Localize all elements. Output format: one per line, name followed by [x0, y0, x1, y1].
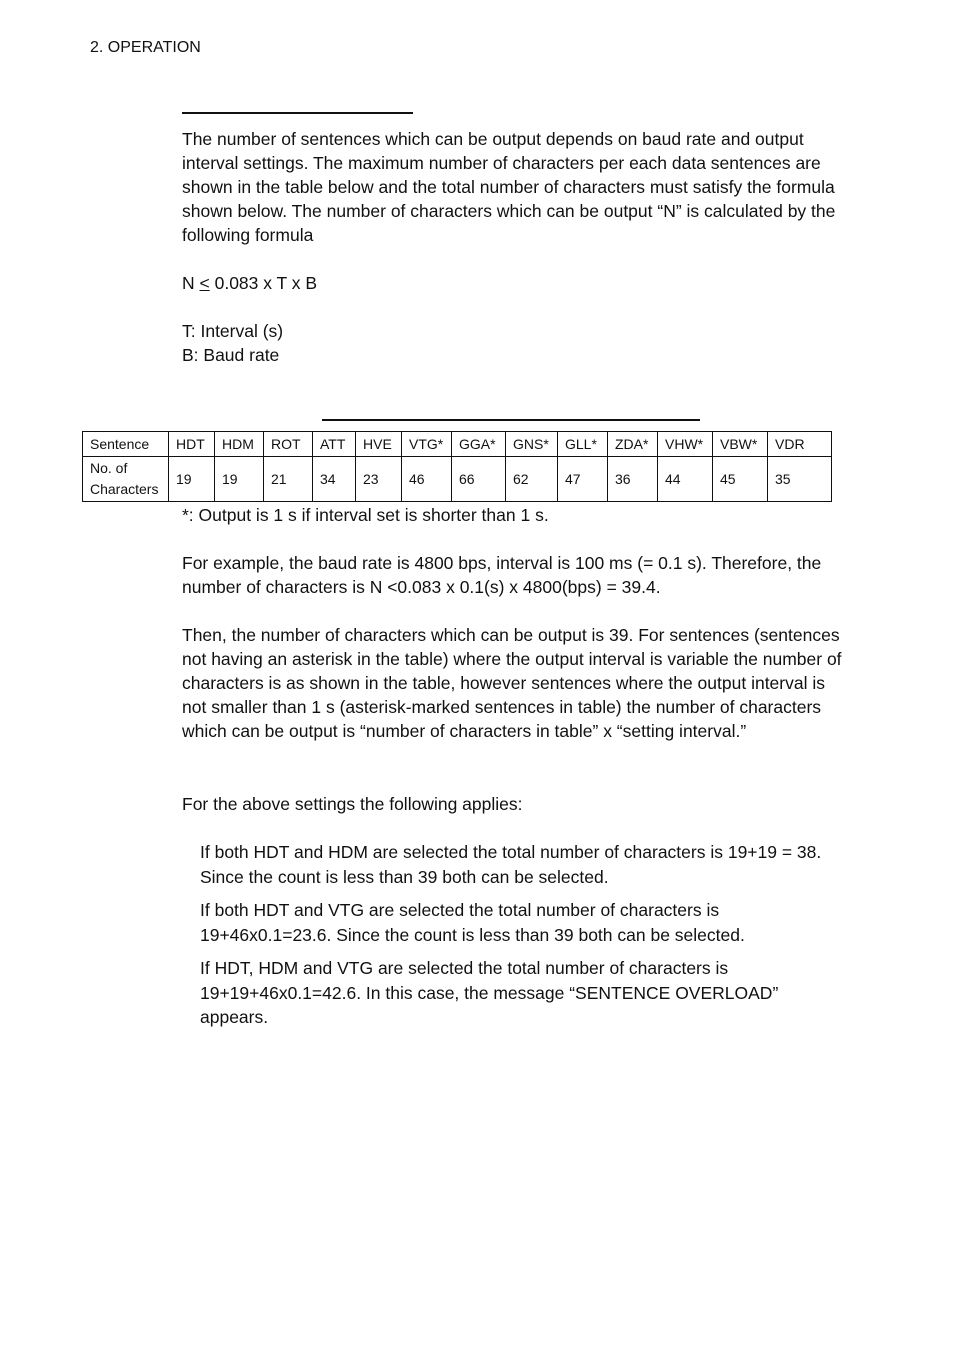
row-label-line1: No. of [90, 460, 128, 476]
character-count-cell: 62 [506, 457, 558, 502]
sentence-cell: GNS* [506, 432, 558, 457]
character-count-cell: 45 [713, 457, 768, 502]
sentence-cell: HVE [356, 432, 402, 457]
character-count-cell: 44 [658, 457, 713, 502]
asterisk-note: *: Output is 1 s if interval set is shorter than 1 s. [182, 505, 549, 525]
list-item: If both HDT and VTG are selected the total number of characters is 19+46x0.1=23.6. Since the count is less than 39 both can be selected. [200, 900, 745, 945]
character-count-cell: 19 [169, 457, 215, 502]
sentence-cell: HDT [169, 432, 215, 457]
formula-lhs: N [182, 273, 200, 293]
character-count-cell: 46 [402, 457, 452, 502]
table-title-rule [322, 419, 700, 421]
row-label-line2: Characters [90, 481, 159, 497]
example-cases-list [200, 840, 840, 1039]
definition-t: T: Interval (s) [182, 321, 284, 341]
sentence-cell: VDR [768, 432, 832, 457]
character-count-cell: 19 [215, 457, 264, 502]
sentence-cell: HDM [215, 432, 264, 457]
sentence-cell: VHW* [658, 432, 713, 457]
settings-lead-in: For the above settings the following applies: [182, 794, 523, 814]
list-item: If both HDT and HDM are selected the total number of characters is 19+19 = 38. Since the count is less than 39 both can be selected. [200, 842, 822, 887]
character-count-cell: 23 [356, 457, 402, 502]
sentence-cell: ZDA* [608, 432, 658, 457]
sentence-cell: ATT [313, 432, 356, 457]
character-count-cell: 34 [313, 457, 356, 502]
character-count-cell: 47 [558, 457, 608, 502]
intro-paragraph: The number of sentences which can be output depends on baud rate and output interval settings. The maximum number of characters per each data sentences are shown in the table below and the total number of characters must satisfy the formula shown below. The number of characters which can be output “N” is calculated by the following formula [182, 129, 836, 245]
formula-rhs: 0.083 x T x B [209, 273, 318, 293]
formula [182, 271, 842, 295]
row-label-characters [83, 457, 169, 502]
sentence-cell: GGA* [452, 432, 506, 457]
section-header: 2. OPERATION [90, 39, 201, 56]
row-label-sentence: Sentence [83, 432, 169, 457]
formula-definitions [182, 319, 842, 367]
list-item: If HDT, HDM and VTG are selected the total number of characters is 19+19+46x0.1=42.6. In this case, the message “SENTENCE OVERLOAD” appears. [200, 958, 779, 1027]
sentence-cell: VTG* [402, 432, 452, 457]
example-paragraph: For example, the baud rate is 4800 bps, interval is 100 ms (= 0.1 s). Therefore, the number of characters is N <0.083 x 0.1(s) x 4800(bps) = 39.4. [182, 553, 822, 597]
sentence-cell: VBW* [713, 432, 768, 457]
sentence-character-table [82, 431, 832, 502]
character-count-cell: 21 [264, 457, 313, 502]
heading-rule [182, 112, 413, 114]
sentence-cell: ROT [264, 432, 313, 457]
definition-b: B: Baud rate [182, 345, 280, 365]
character-count-cell: 36 [608, 457, 658, 502]
sentence-cell: GLL* [558, 432, 608, 457]
character-count-cell: 35 [768, 457, 832, 502]
characters-row [83, 457, 832, 502]
less-or-equal-symbol: < [199, 273, 210, 293]
character-count-cell: 66 [452, 457, 506, 502]
explanation-paragraph: Then, the number of characters which can be output is 39. For sentences (sentences not having an asterisk in the table) where the output interval is variable the number of characters is as shown in the table, however sentences where the output interval is not smaller than 1 s (asterisk-marked sentences in table) the number of characters which can be output is “number of characters in table” x “setting interval.” [182, 625, 842, 741]
sentence-row [83, 432, 832, 457]
